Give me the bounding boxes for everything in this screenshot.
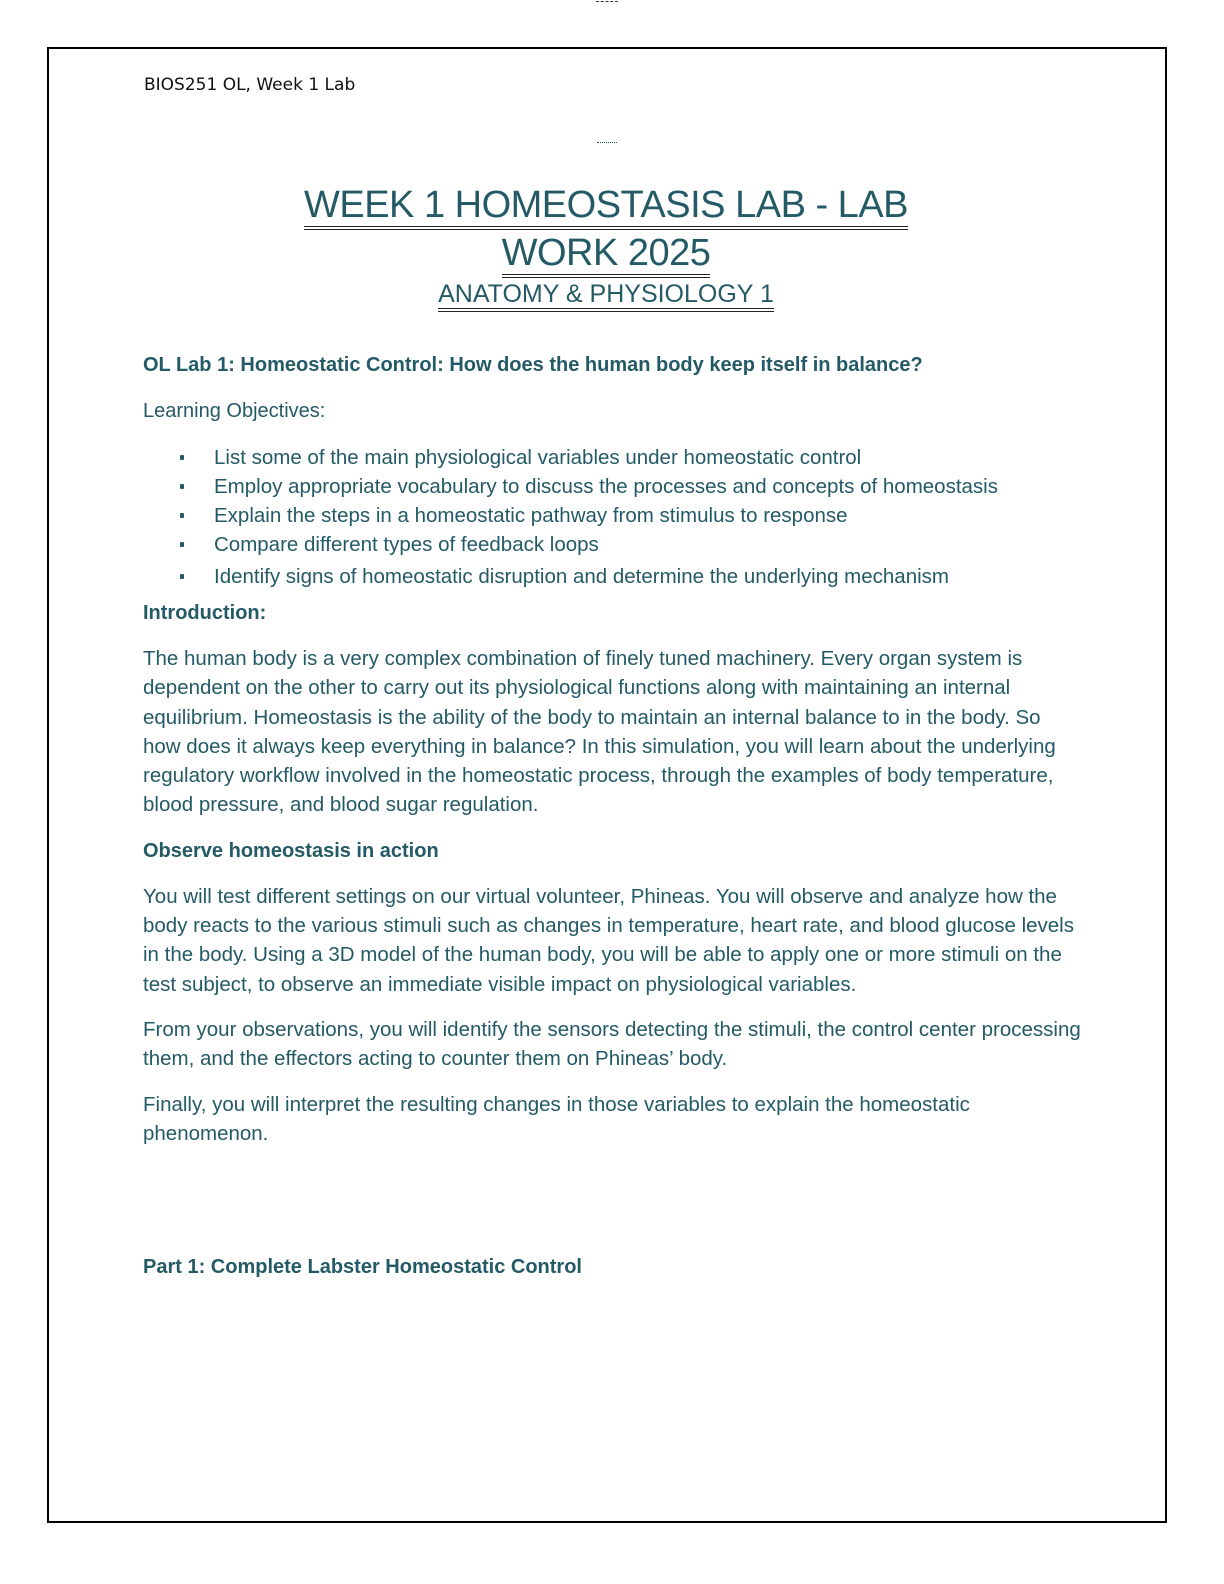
bullet-icon <box>180 574 184 579</box>
top-page-mark <box>596 1 618 4</box>
objective-item <box>143 475 1083 498</box>
document-title-line-1: WEEK 1 HOMEOSTASIS LAB - LAB <box>304 184 908 230</box>
bullet-icon <box>180 455 184 460</box>
document-title-line-2: WORK 2025 <box>502 232 711 278</box>
finally-paragraph: Finally, you will interpret the resulting changes in those variables to explain the homeostatic phenomenon. <box>143 1092 970 1145</box>
document-subtitle: ANATOMY & PHYSIOLOGY 1 <box>438 280 774 312</box>
objective-item <box>143 565 1083 588</box>
document-body <box>143 350 1083 1281</box>
bullet-icon <box>180 484 184 489</box>
observe-heading: Observe homeostasis in action <box>143 839 439 862</box>
introduction-heading: Introduction: <box>143 602 267 624</box>
bullet-icon <box>180 513 184 518</box>
objective-text: Identify signs of homeostatic disruption and determine the underlying mechanism <box>214 565 949 588</box>
observations-paragraph: From your observations, you will identify the sensors detecting the stimuli, the control center processing them, and the effectors acting to counter them on Phineas’ body. <box>143 1017 1081 1071</box>
objective-item <box>143 504 1083 527</box>
part1-heading: Part 1: Complete Labster Homeostatic Control <box>143 1256 582 1279</box>
objectives-label: Learning Objectives: <box>143 400 326 422</box>
bullet-icon <box>180 542 184 547</box>
observe-paragraph: You will test different settings on our virtual volunteer, Phineas. You will observe and analyze how the body reacts to the various stimuli such as changes in temperature, heart rate, and blood glucose levels in the body. Using a 3D model of the human body, you will be able to apply one or more stimuli on the test subject, to observe an immediate visible impact on physiological variables. <box>143 884 1074 996</box>
objective-text: List some of the main physiological variables under homeostatic control <box>214 446 862 469</box>
page-header: BIOS251 OL, Week 1 Lab <box>144 75 356 95</box>
objective-item <box>143 533 1083 556</box>
lab-heading: OL Lab 1: Homeostatic Control: How does the human body keep itself in balance? <box>143 354 923 376</box>
introduction-paragraph: The human body is a very complex combination of finely tuned machinery. Every organ system is dependent on the other to carry out its physiological functions along with maintaining an internal equilibrium. Homeostasis is the ability of the body to maintain an internal balance to in the body. So how does it always keep everything in balance? In this simulation, you will learn about the underlying regulatory workflow involved in the homeostatic process, through the examples of body temperature, blood pressure, and blood sugar regulation. <box>143 647 1056 817</box>
objective-text: Explain the steps in a homeostatic pathway from stimulus to response <box>214 504 848 527</box>
title-block <box>0 184 1212 312</box>
decorative-mark <box>597 142 617 144</box>
objective-text: Employ appropriate vocabulary to discuss the processes and concepts of homeostasis <box>214 475 998 498</box>
objective-text: Compare different types of feedback loops <box>214 533 599 556</box>
objectives-list <box>143 446 1083 588</box>
objective-item <box>143 446 1083 469</box>
